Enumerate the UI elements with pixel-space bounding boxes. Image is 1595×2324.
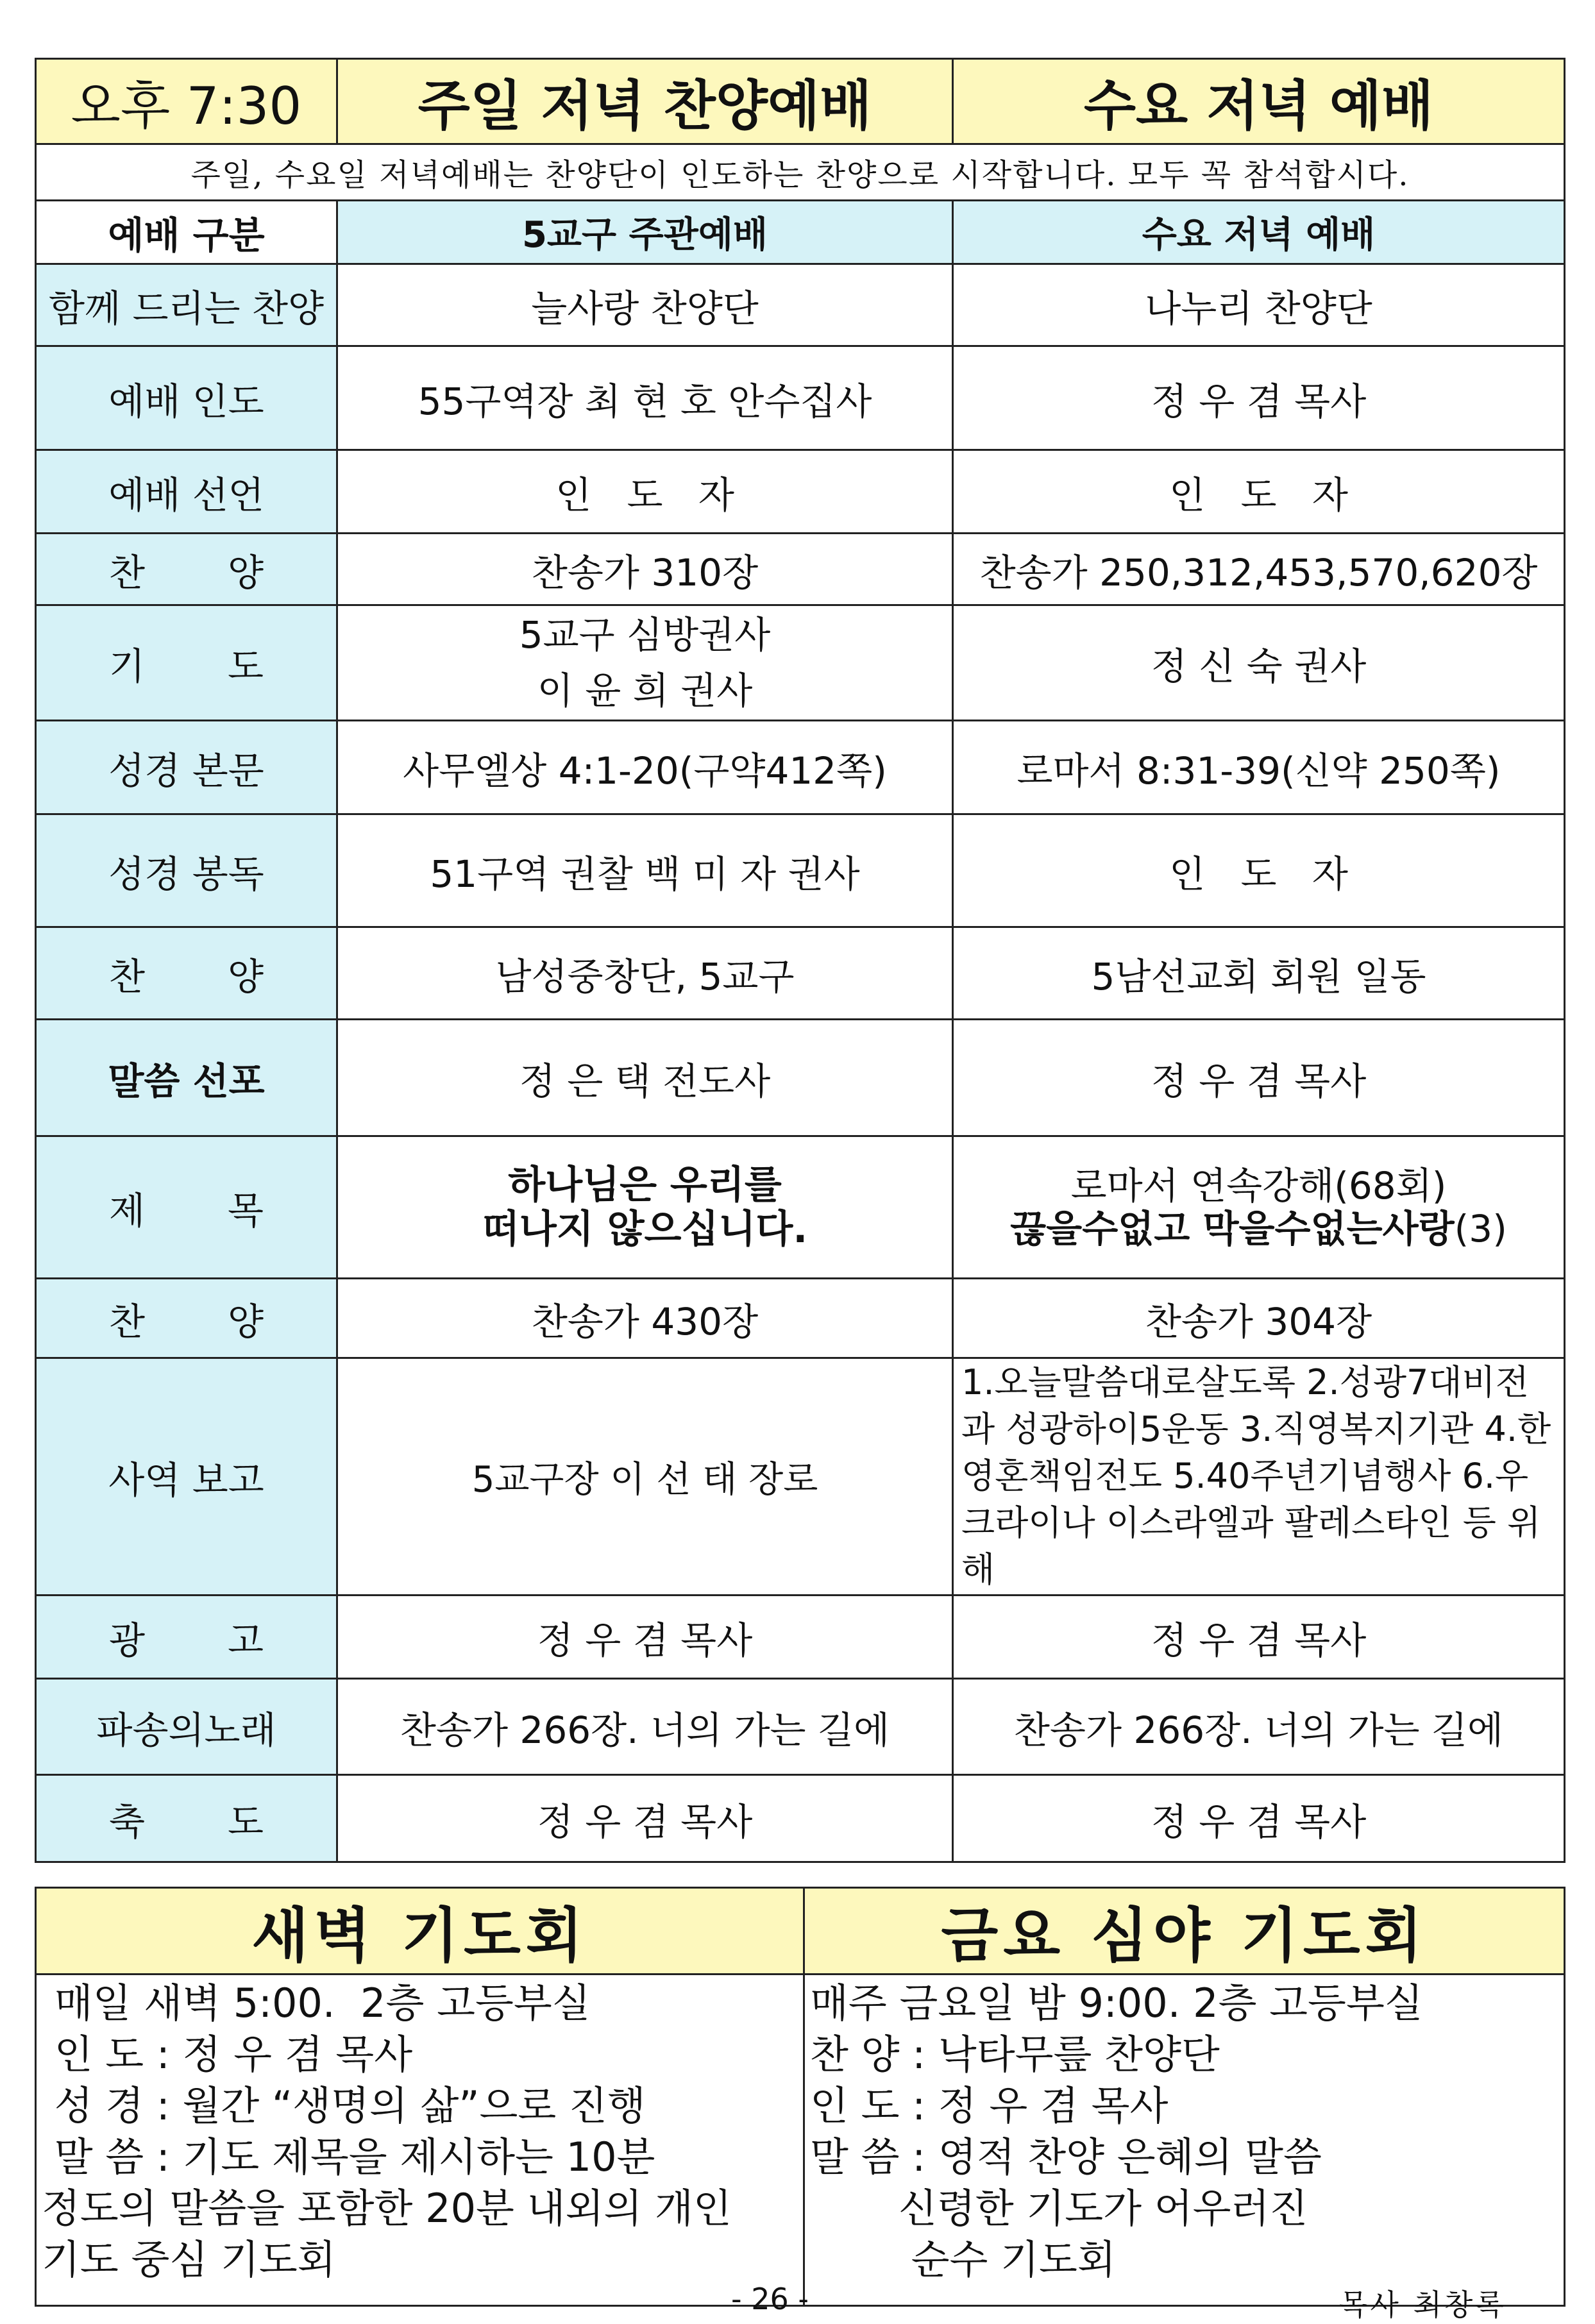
dawn-prayer-line: 말 씀 : 기도 제목을 제시하는 10분: [42, 2134, 655, 2180]
row-label: 광 고: [36, 1596, 337, 1679]
wednesday-cell: 찬송가 266장. 너의 가는 길에: [953, 1679, 1565, 1775]
table-row: [36, 264, 1565, 346]
row-label: 기 도: [36, 605, 337, 721]
notice-row: [36, 144, 1565, 201]
row-label: 파송의노래: [36, 1679, 337, 1775]
sunday-cell: 사무엘상 4:1-20(구약412쪽): [337, 721, 953, 814]
row-label: 제 목: [36, 1136, 337, 1279]
wednesday-sermon-title-suffix: (3): [1454, 1206, 1507, 1250]
wednesday-cell: 인 도 자: [953, 450, 1565, 534]
wednesday-cell: 찬송가 304장: [953, 1279, 1565, 1358]
wednesday-cell: 정 우 겸 목사: [953, 1596, 1565, 1679]
table-row: [36, 1279, 1565, 1358]
wednesday-cell: 정 우 겸 목사: [953, 1775, 1565, 1862]
table-row: [36, 1679, 1565, 1775]
sermon-title-row: [36, 1136, 1565, 1279]
friday-prayer-line: 인 도 : 정 우 겸 목사: [810, 2082, 1169, 2129]
prayer-meetings-table: [35, 1887, 1565, 2307]
wednesday-sermon-title-line1: 로마서 연속강해(68회): [1070, 1163, 1447, 1208]
table-row: [36, 605, 1565, 721]
table-row: [36, 346, 1565, 450]
wednesday-sermon-title-bold: 끊을수없고 막을수없는사랑: [1010, 1206, 1455, 1250]
dawn-prayer-line: 인 도 : 정 우 겸 목사: [42, 2031, 413, 2078]
row-label: 성경 본문: [36, 721, 337, 814]
wednesday-sermon-title-line2: [960, 1208, 1557, 1250]
sunday-cell: 찬송가 430장: [337, 1279, 953, 1358]
row-label: 사역 보고: [36, 1358, 337, 1596]
dawn-prayer-details: [36, 1975, 804, 2306]
wednesday-cell: 정 우 겸 목사: [953, 346, 1565, 450]
friday-prayer-line: 순수 기도회: [810, 2236, 1116, 2283]
wednesday-report: 1.오늘말씀대로살도록 2.성광7대비전과 성광하이5운동 3.직영복지기관 4.한영혼책임전도 5.40주년기념행사 6.우크라이나 이스라엘과 팔레스타인 등 위해: [953, 1358, 1565, 1596]
column-label-header: 예배 구분: [36, 201, 337, 264]
notice-text: 주일, 수요일 저녁예배는 찬양단이 인도하는 찬양으로 시작합니다. 모두 꼭 참석합시다.: [36, 144, 1565, 201]
friday-prayer-line: 신령한 기도가 어우러진: [810, 2185, 1308, 2232]
sunday-cell: 5교구장 이 선 태 장로: [337, 1358, 953, 1596]
sunday-cell: 찬송가 310장: [337, 534, 953, 605]
column-header-row: [36, 201, 1565, 264]
dawn-prayer-title: 새벽 기도회: [36, 1888, 804, 1975]
row-label: 축 도: [36, 1775, 337, 1862]
table-row: [36, 721, 1565, 814]
wednesday-sermon-title: [953, 1136, 1565, 1279]
wednesday-cell: 정 신 숙 권사: [953, 605, 1565, 721]
sunday-cell: 남성중창단, 5교구: [337, 927, 953, 1020]
service-table: [35, 58, 1565, 1863]
sunday-cell: 정 은 택 전도사: [337, 1020, 953, 1136]
page-number: - 26 -: [731, 2282, 809, 2316]
prayer-body-row: [36, 1975, 1565, 2306]
friday-prayer-line: 찬 양 : 낙타무릎 찬양단: [810, 2031, 1220, 2078]
sunday-cell: 찬송가 266장. 너의 가는 길에: [337, 1679, 953, 1775]
row-label: 말씀 선포: [36, 1020, 337, 1136]
column-wednesday-header: 수요 저녁 예배: [953, 201, 1565, 264]
table-row: [36, 534, 1565, 605]
wednesday-service-title: 수요 저녁 예배: [953, 59, 1565, 144]
sunday-cell: 51구역 권찰 백 미 자 권사: [337, 814, 953, 927]
table-row: [36, 814, 1565, 927]
row-label: 찬 양: [36, 927, 337, 1020]
row-label: 찬 양: [36, 1279, 337, 1358]
dawn-prayer-line: 매일 새벽 5:00. 2층 고등부실: [42, 1980, 591, 2026]
ministry-report-row: [36, 1358, 1565, 1596]
sunday-cell: 늘사랑 찬양단: [337, 264, 953, 346]
row-label: 찬 양: [36, 534, 337, 605]
row-label: 성경 봉독: [36, 814, 337, 927]
friday-prayer-details: [804, 1975, 1565, 2306]
row-label: 예배 선언: [36, 450, 337, 534]
column-sunday-header: 5교구 주관예배: [337, 201, 953, 264]
table-row: [36, 450, 1565, 534]
prayer-header-row: [36, 1888, 1565, 1975]
dawn-prayer-line: 기도 중심 기도회: [42, 2236, 336, 2283]
wednesday-cell: 5남선교회 회원 일동: [953, 927, 1565, 1020]
service-time: 오후 7:30: [36, 59, 337, 144]
table-row: [36, 1596, 1565, 1679]
table-row: [36, 1775, 1565, 1862]
row-label: 예배 인도: [36, 346, 337, 450]
wednesday-cell: 로마서 8:31-39(신약 250쪽): [953, 721, 1565, 814]
dawn-prayer-line: 정도의 말씀을 포함한 20분 내외의 개인: [42, 2185, 732, 2232]
wednesday-cell: 찬송가 250,312,453,570,620장: [953, 534, 1565, 605]
table-row: [36, 1020, 1565, 1136]
wednesday-cell: 나누리 찬양단: [953, 264, 1565, 346]
row-label: 함께 드리는 찬양: [36, 264, 337, 346]
friday-prayer-line: 말 씀 : 영적 찬양 은혜의 말씀: [810, 2134, 1322, 2180]
sunday-sermon-title-line2: 떠나지 않으십니다.: [482, 1206, 808, 1252]
title-row: [36, 59, 1565, 144]
dawn-prayer-line: 성 경 : 월간 “생명의 삶”으로 진행: [42, 2082, 646, 2129]
sunday-sermon-title-line1: 하나님은 우리를: [508, 1162, 782, 1208]
table-row: [36, 927, 1565, 1020]
sunday-cell: 정 우 겸 목사: [337, 1775, 953, 1862]
friday-prayer-line: 매주 금요일 밤 9:00. 2층 고등부실: [810, 1980, 1423, 2026]
wednesday-cell: 인 도 자: [953, 814, 1565, 927]
sunday-service-title: 주일 저녁 찬양예배: [337, 59, 953, 144]
sunday-cell: 5교구 심방권사 이 윤 희 권사: [337, 605, 953, 721]
sunday-sermon-title: [337, 1136, 953, 1279]
sunday-cell: 55구역장 최 현 호 안수집사: [337, 346, 953, 450]
friday-prayer-title: 금요 심야 기도회: [804, 1888, 1565, 1975]
sunday-cell: 인 도 자: [337, 450, 953, 534]
author-name: 목사 최창록: [1339, 2287, 1506, 2322]
wednesday-cell: 정 우 겸 목사: [953, 1020, 1565, 1136]
sunday-cell: 정 우 겸 목사: [337, 1596, 953, 1679]
